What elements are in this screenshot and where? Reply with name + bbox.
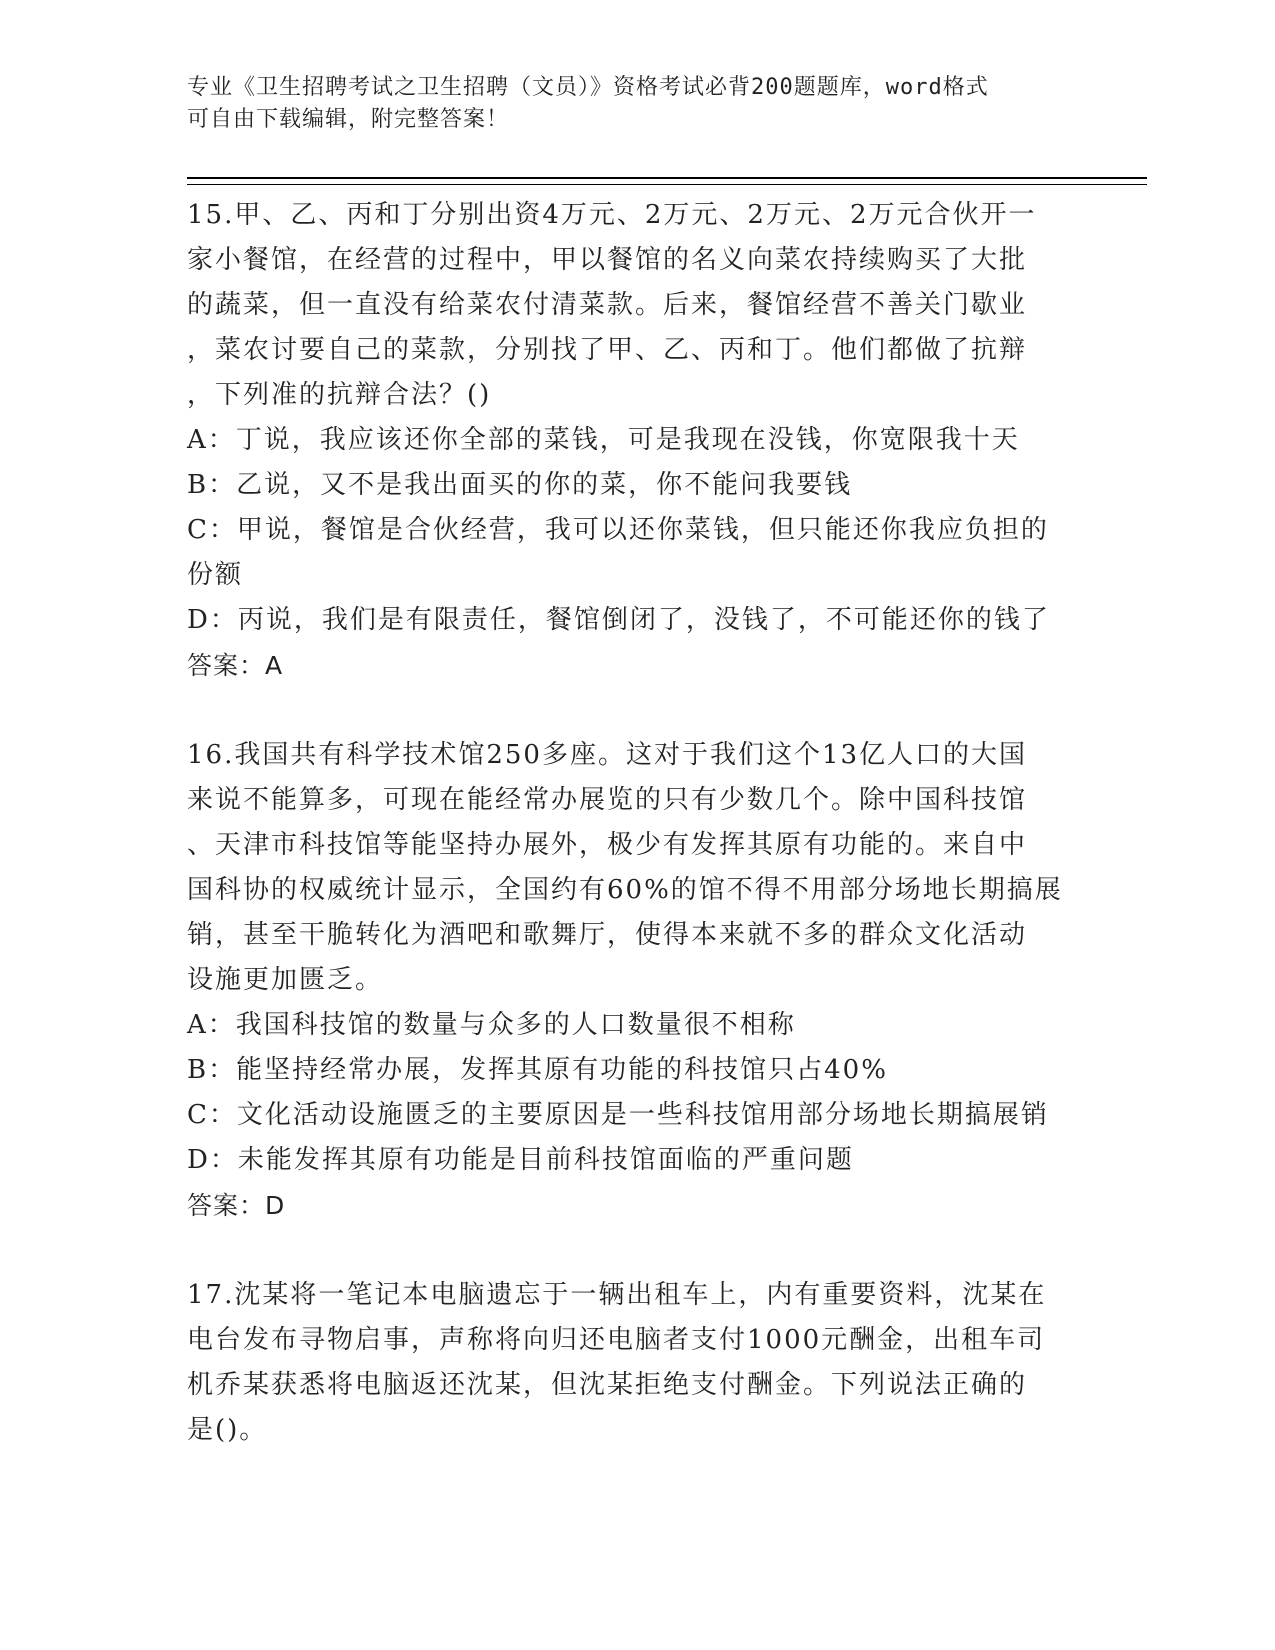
question-17 <box>187 1273 1087 1453</box>
question-list <box>187 193 1087 1498</box>
question-text: 15.甲、乙、丙和丁分别出资4万元、2万元、2万元、2万元合伙开一 家小餐馆，在经营的过程中，甲以餐馆的名义向菜农持续购买了大批 的蔬菜，但一直没有给菜农付清菜款。后来，餐馆经营不善关门歇业 ，菜农讨要自己的菜款，分别找了甲、乙、丙和丁。他们都做了抗辩 ，下列准的抗辩合法？() <box>187 200 1037 410</box>
option-b: B：能坚持经常办展，发挥其原有功能的科技馆只占40% <box>187 1055 888 1085</box>
option-d: D：丙说，我们是有限责任，餐馆倒闭了，没钱了，不可能还你的钱了 <box>187 605 1050 635</box>
question-16 <box>187 733 1087 1228</box>
header-line-1: 专业《卫生招聘考试之卫生招聘（文员）》资格考试必背200题题库，word格式 <box>187 75 989 100</box>
answer-label: 答案：A <box>187 651 284 680</box>
option-c: C：甲说，餐馆是合伙经营，我可以还你菜钱，但只能还你我应负担的 份额 <box>187 515 1049 590</box>
option-c: C：文化活动设施匮乏的主要原因是一些科技馆用部分场地长期搞展销 <box>187 1100 1049 1130</box>
document-header <box>187 72 1067 136</box>
answer-label: 答案：D <box>187 1191 286 1220</box>
header-divider-thin <box>187 184 1147 185</box>
header-divider-thick <box>187 177 1147 179</box>
question-text: 16.我国共有科学技术馆250多座。这对于我们这个13亿人口的大国 来说不能算多，可现在能经常办展览的只有少数几个。除中国科技馆 、天津市科技馆等能坚持办展外，极少有发挥其原有功能的。来自中 国科协的权威统计显示，全国约有60%的馆不得不用部分场地长期搞展 销，甚至干脆转化为酒吧和歌舞厅，使得本来就不多的群众文化活动 设施更加匮乏。 <box>187 740 1063 995</box>
option-a: A：我国科技馆的数量与众多的人口数量很不相称 <box>187 1010 796 1040</box>
question-text: 17.沈某将一笔记本电脑遗忘于一辆出租车上，内有重要资料，沈某在 电台发布寻物启事，声称将向归还电脑者支付1000元酬金，出租车司 机乔某获悉将电脑返还沈某，但沈某拒绝支付酬金。下列说法正确的 是()。 <box>187 1280 1047 1445</box>
question-15 <box>187 193 1087 688</box>
option-b: B：乙说，又不是我出面买的你的菜，你不能问我要钱 <box>187 470 853 500</box>
option-d: D：未能发挥其原有功能是目前科技馆面临的严重问题 <box>187 1145 854 1175</box>
header-line-2: 可自由下载编辑，附完整答案！ <box>187 107 510 132</box>
option-a: A：丁说，我应该还你全部的菜钱，可是我现在没钱，你宽限我十天 <box>187 425 1020 455</box>
